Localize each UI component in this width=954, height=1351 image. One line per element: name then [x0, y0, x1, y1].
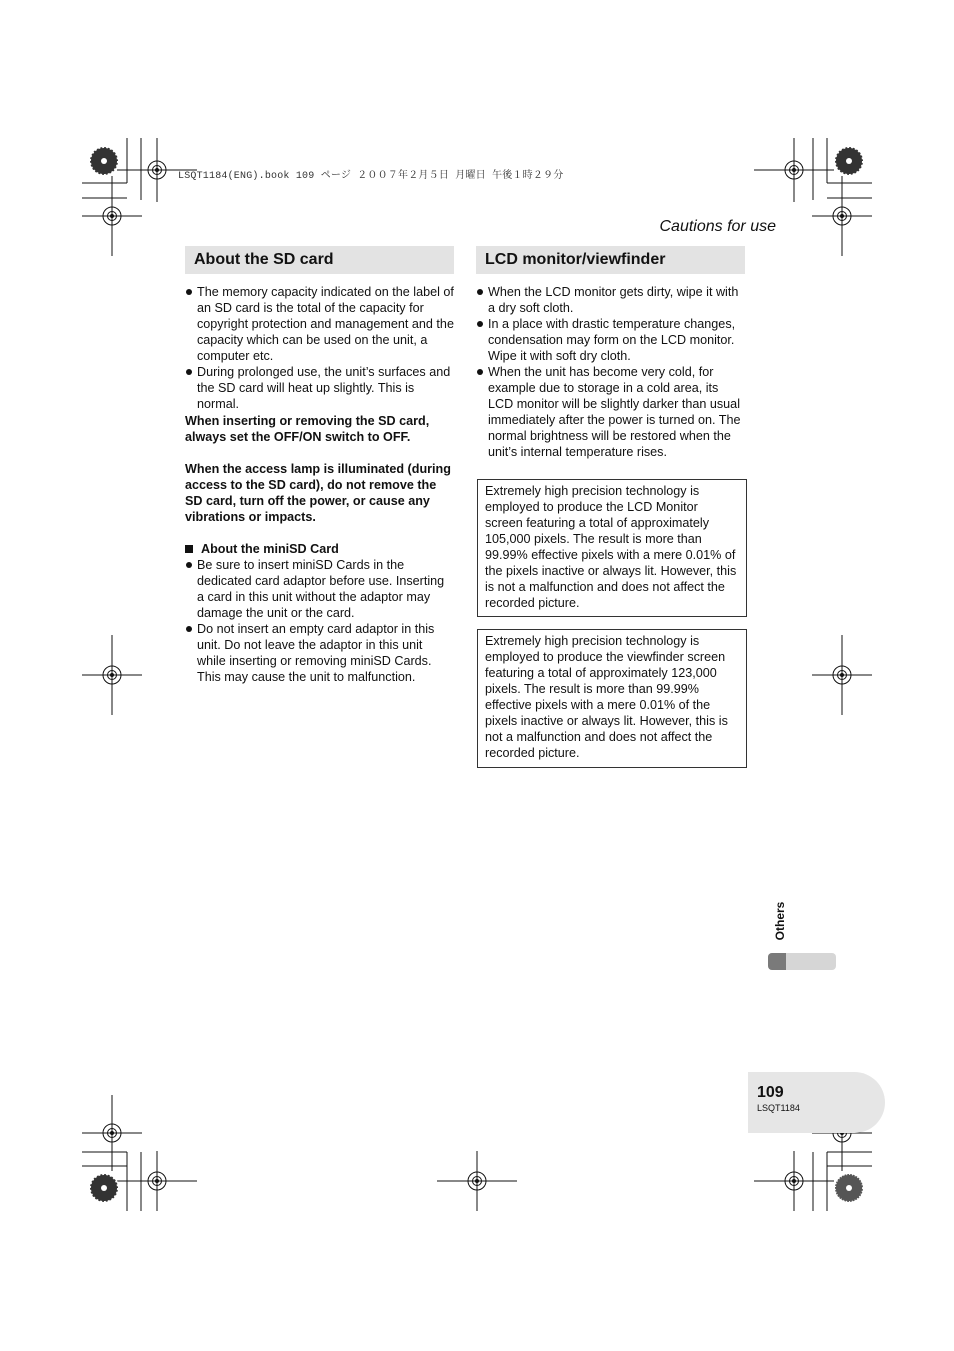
sd-card-switch-note: When inserting or removing the SD card, always set the OFF/ON switch to OFF. [185, 414, 430, 444]
subheading-minisd-label: About the miniSD Card [201, 542, 339, 556]
right-column [476, 246, 745, 460]
lcd-bullets [476, 284, 745, 460]
side-tab-label [756, 895, 790, 945]
section-title: Cautions for use [659, 218, 776, 235]
subheading-minisd [185, 541, 454, 557]
list-item: Be sure to insert miniSD Cards in the dedicated card adaptor before use. Inserting a card in this unit without the adaptor may damage the unit or the card. [185, 557, 454, 621]
sd-card-bullets [185, 284, 454, 412]
list-item: When the LCD monitor gets dirty, wipe it with a dry soft cloth. [476, 284, 745, 316]
print-header: LSQT1184(ENG).book 109 ページ ２００７年２月５日 月曜日 午後１時２９分 [178, 171, 564, 182]
access-lamp-note: When the access lamp is illuminated (during access to the SD card), do not remove the SD card, turn off the power, or cause any vibrations or impacts. [185, 462, 451, 524]
list-item: Do not insert an empty card adaptor in this unit. Do not leave the adaptor in this unit while inserting or removing miniSD Cards. This may cause the unit to malfunction. [185, 621, 454, 685]
page-number: 109 [757, 1084, 784, 1101]
list-item: When the unit has become very cold, for example due to storage in a cold area, its LCD monitor will be slightly darker than usual immediately after the power is turned on. The normal brightness will be restored when the unit’s internal temperature rises. [476, 364, 745, 460]
left-column [185, 246, 454, 685]
list-item: The memory capacity indicated on the label of an SD card is the total of the capacity for copyright protection and management and the capacity which can be used on the unit, a computer etc. [185, 284, 454, 364]
side-tab-active-marker [768, 953, 786, 970]
square-bullet-icon [185, 545, 193, 553]
model-code: LSQT1184 [757, 1103, 800, 1113]
minisd-bullets [185, 557, 454, 685]
side-tab-text: Others [773, 901, 787, 941]
lcd-pixel-notice: Extremely high precision technology is employed to produce the LCD Monitor screen featuring a total of approximately 105,000 pixels. The result is more than 99.99% effective pixels with a mere 0.01% of the pixels inactive or always lit. However, this is not a malfunction and does not affect the recorded picture. [477, 479, 747, 617]
list-item: In a place with drastic temperature changes, condensation may form on the LCD monitor. Wipe it with soft dry cloth. [476, 316, 745, 364]
list-item: During prolonged use, the unit’s surfaces and the SD card will heat up slightly. This is normal. [185, 364, 454, 412]
heading-about-sd-card: About the SD card [185, 246, 454, 274]
viewfinder-pixel-notice: Extremely high precision technology is employed to produce the viewfinder screen featuring a total of approximately 123,000 pixels. The result is more than 99.99% effective pixels with a mere 0.01% of the pixels inactive or always lit. However, this is not a malfunction and does not affect the recorded picture. [477, 629, 747, 768]
heading-lcd-monitor: LCD monitor/viewfinder [476, 246, 745, 274]
